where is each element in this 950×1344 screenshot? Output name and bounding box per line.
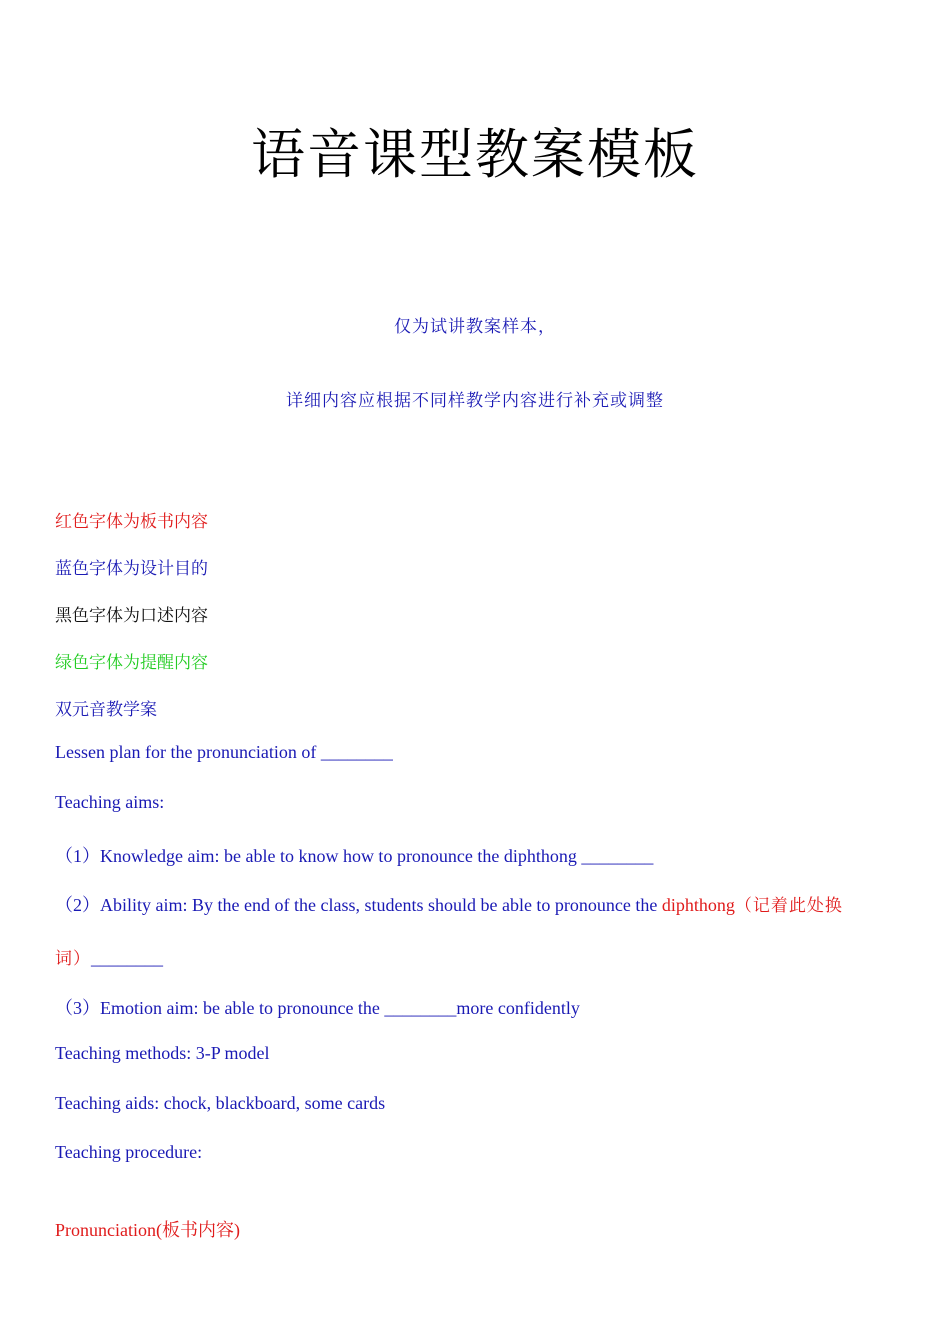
teaching-methods: Teaching methods: 3-P model [55, 1043, 270, 1063]
aim-ability-blank: ________ [91, 948, 163, 968]
note-line-2: 详细内容应根据不同样教学内容进行补充或调整 [286, 391, 664, 411]
legend-black: 黑色字体为口述内容 [55, 606, 208, 626]
pronunciation-heading: Pronunciation(板书内容) [55, 1220, 240, 1240]
note-line-1: 仅为试讲教案样本， [394, 317, 556, 337]
aim-ability-note-end: 词） [55, 949, 91, 969]
aim-ability [55, 891, 843, 917]
legend-green: 绿色字体为提醒内容 [55, 653, 208, 673]
teaching-aims-label: Teaching aims: [55, 792, 165, 812]
aim-emotion: （3）Emotion aim: be able to pronounce the ________more confidently [55, 998, 580, 1018]
legend-red: 红色字体为板书内容 [55, 512, 208, 532]
aim-knowledge: （1）Knowledge aim: be able to know how to pronounce the diphthong ________ [55, 846, 654, 866]
lesson-plan-line: Lessen plan for the pronunciation of ________ [55, 742, 393, 762]
legend-blue: 蓝色字体为设计目的 [55, 559, 208, 579]
aim-ability-text: （2）Ability aim: By the end of the class, students should be able to pronounce the [55, 895, 658, 915]
section-heading: 双元音教学案 [55, 700, 157, 720]
aim-ability-note: （记着此处换 [734, 896, 843, 916]
teaching-procedure: Teaching procedure: [55, 1142, 203, 1162]
aim-ability-word: diphthong [661, 895, 735, 915]
aim-ability-continued [55, 944, 163, 969]
teaching-aids: Teaching aids: chock, blackboard, some cards [55, 1093, 386, 1113]
document-title: 语音课型教案模板 [251, 123, 699, 186]
